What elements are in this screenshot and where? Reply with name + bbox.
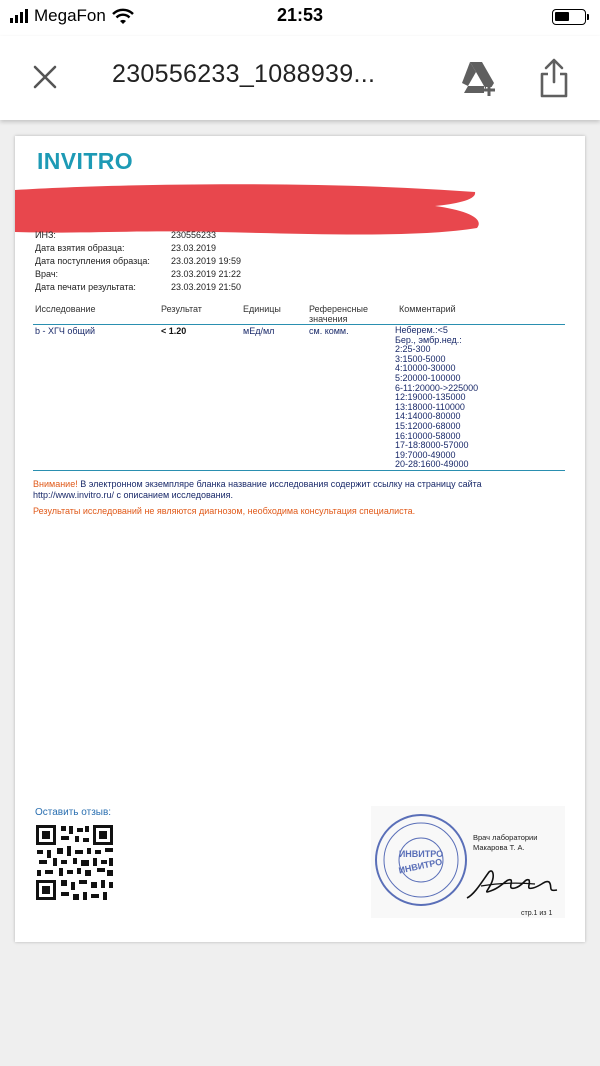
header-reference-line1: Референсные bbox=[309, 304, 368, 314]
table-bottom-divider bbox=[33, 470, 565, 471]
header-comment: Комментарий bbox=[399, 304, 456, 314]
doctor-title: Врач лаборатории bbox=[473, 833, 538, 842]
result-value: < 1.20 bbox=[161, 326, 187, 336]
comment-line: 13:18000-110000 bbox=[395, 401, 465, 412]
comment-line: 14:14000-80000 bbox=[395, 411, 461, 422]
notice-text: В электронном экземпляре бланка название исследования содержит ссылку на страницу сайта bbox=[77, 479, 482, 489]
notice bbox=[33, 479, 553, 501]
comment-line: 19:7000-49000 bbox=[395, 449, 456, 460]
meta-label-doctor: Врач: bbox=[35, 269, 59, 279]
meta-value-doctor: 23.03.2019 21:22 bbox=[171, 269, 242, 279]
meta-label-inz: ИНЗ: bbox=[35, 230, 56, 240]
carrier-name: MegaFon bbox=[34, 6, 106, 25]
battery-icon bbox=[552, 9, 586, 25]
stamp-text: ИНВИТРО bbox=[398, 849, 444, 859]
status-bar bbox=[0, 0, 600, 36]
comment-line: Бер., эмбр.нед.: bbox=[395, 334, 462, 345]
comment-line: 3:1500-5000 bbox=[395, 353, 446, 364]
stamp-text-2: ИНВИТРО bbox=[397, 856, 444, 876]
redacted-area bbox=[15, 184, 485, 238]
comment-line: 20-28:1600-49000 bbox=[395, 459, 469, 470]
comment-line: 4:10000-30000 bbox=[395, 363, 456, 374]
meta-value-arrival-date: 23.03.2019 19:59 bbox=[171, 256, 242, 266]
header-test: Исследование bbox=[35, 304, 96, 314]
document-title: 230556233_1088939... bbox=[112, 60, 376, 88]
header-result: Результат bbox=[161, 304, 202, 314]
comment-line: 17-18:8000-57000 bbox=[395, 440, 469, 451]
invitro-logo: INVITRO bbox=[37, 148, 134, 174]
clock: 21:53 bbox=[276, 5, 324, 25]
meta-value-print-date: 23.03.2019 21:50 bbox=[171, 282, 242, 292]
viewer-toolbar bbox=[0, 36, 600, 120]
comment-line: Неберем.:<5 bbox=[395, 325, 448, 335]
doctor-signature bbox=[463, 860, 563, 904]
notice-text-end: с описанием исследования. bbox=[114, 490, 234, 500]
header-units: Единицы bbox=[243, 304, 281, 314]
header-reference-line2: значения bbox=[309, 314, 348, 324]
result-units: мЕд/мл bbox=[243, 326, 275, 336]
meta-value-inz: 230556233 bbox=[171, 230, 217, 240]
notice-warning: Внимание! bbox=[33, 479, 78, 489]
comment-line: 6-11:20000->225000 bbox=[395, 382, 479, 393]
header-divider bbox=[33, 324, 565, 325]
result-reference: см. комм. bbox=[309, 326, 349, 336]
comment-line: 15:12000-68000 bbox=[395, 420, 461, 431]
result-comments bbox=[395, 326, 478, 470]
add-to-drive-icon[interactable] bbox=[456, 56, 500, 100]
comment-line: 5:20000-100000 bbox=[395, 372, 461, 383]
share-icon[interactable] bbox=[534, 56, 574, 100]
meta-value-sample-date: 23.03.2019 bbox=[171, 243, 217, 253]
meta-label-print-date: Дата печати результата: bbox=[35, 282, 136, 292]
meta-label-sample-date: Дата взятия образца: bbox=[35, 243, 125, 253]
doctor-name: Макарова Т. А. bbox=[473, 843, 525, 852]
comment-line: 2:25-300 bbox=[395, 344, 431, 355]
review-label: Оставить отзыв: bbox=[35, 807, 112, 818]
comment-line: 16:10000-58000 bbox=[395, 430, 461, 441]
disclaimer: Результаты исследований не являются диагнозом, необходима консультация специалиста. bbox=[33, 506, 416, 516]
result-test-name[interactable]: b - ХГЧ общий bbox=[35, 326, 95, 336]
doctor-info bbox=[473, 833, 537, 853]
qr-code[interactable] bbox=[35, 824, 115, 902]
comment-line: 12:19000-135000 bbox=[395, 392, 466, 403]
close-icon[interactable] bbox=[28, 60, 62, 94]
meta-label-arrival-date: Дата поступления образца: bbox=[35, 256, 150, 266]
document-page bbox=[15, 136, 585, 942]
page-number: стр.1 из 1 bbox=[521, 910, 553, 917]
header-reference bbox=[309, 304, 368, 324]
invitro-link[interactable]: http://www.invitro.ru/ bbox=[33, 490, 115, 500]
lab-stamp bbox=[373, 812, 469, 908]
